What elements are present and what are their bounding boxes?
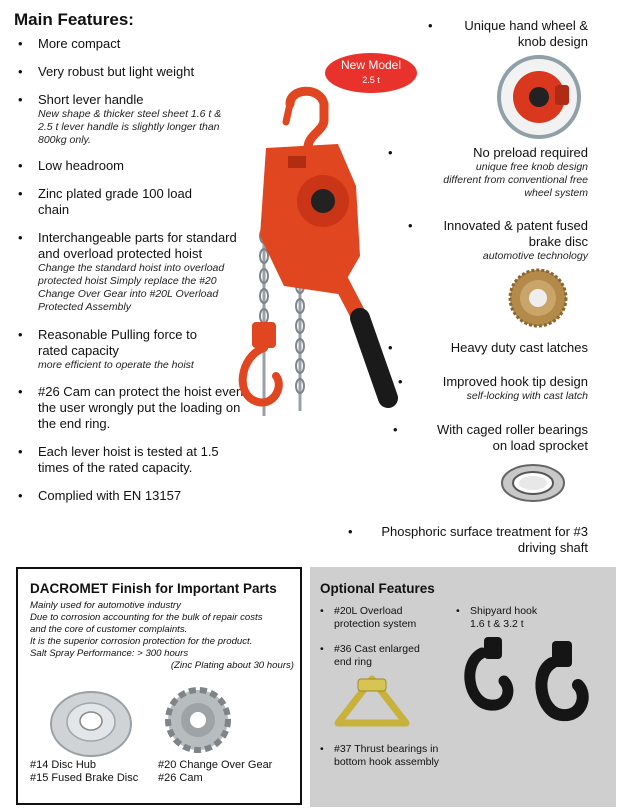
- end-ring-image: [330, 671, 414, 729]
- roller-bearing-image: [500, 462, 566, 504]
- right-feature: • Phosphoric surface treatment for #3 driving shaft: [348, 524, 588, 555]
- right-feature: • Improved hook tip design self-locking with cast latch: [398, 374, 588, 402]
- feature-item: • Each lever hoist is tested at 1.5 times of the rated capacity.: [14, 444, 239, 476]
- feature-item: • Short lever handle New shape & thicker steel sheet 1.6 t & 2.5 t lever handle is slightly longer than 800kg only.: [14, 92, 246, 147]
- brake-disc-image: [508, 268, 568, 328]
- change-over-gear-image: [158, 681, 238, 759]
- feature-item: • Very robust but light weight: [14, 64, 246, 80]
- hand-wheel-image: [497, 55, 581, 139]
- optional-features-title: Optional Features: [320, 581, 435, 596]
- feature-item: • Interchangeable parts for standard and overload protected hoist Change the standard hoist into overload protected hoist Simply replace the #20 Change Over Gear into #20L Overload Protected Assembly: [14, 230, 246, 314]
- disc-hub-image: [48, 686, 134, 758]
- shipyard-hook-image: [460, 633, 600, 729]
- feature-sub: New shape & thicker steel sheet 1.6 t & 2.5 t lever handle is slightly longer than 800kg only.: [38, 108, 222, 146]
- optional-item: • #20L Overload protection system: [320, 605, 417, 630]
- right-feature: • Unique hand wheel & knob design: [428, 18, 588, 49]
- right-feature: • Innovated & patent fused brake disc automotive technology: [408, 218, 588, 262]
- feature-item: • More compact: [14, 36, 246, 52]
- optional-features-panel: [310, 567, 616, 807]
- dacromet-title: DACROMET Finish for Important Parts: [30, 581, 277, 596]
- right-feature: • With caged roller bearings on load sprocket: [393, 422, 588, 453]
- optional-item: • #37 Thrust bearings in bottom hook assembly: [320, 743, 440, 768]
- gear-caption: #20 Change Over Gear #26 Cam: [158, 759, 273, 784]
- feature-item: • Complied with EN 13157: [14, 488, 246, 504]
- lever-hoist-image: [228, 86, 398, 431]
- dacromet-panel: [16, 567, 302, 805]
- right-feature: • No preload required unique free knob design different from conventional free wheel system: [388, 145, 588, 199]
- disc-hub-caption: #14 Disc Hub #15 Fused Brake Disc: [30, 759, 139, 784]
- dacromet-description: Mainly used for automotive industry Due to corrosion accounting for the bulk of repair costs and the core of customer complaints. It is the superior corrosion protection for the product. Salt Spray Performance: > 300 hours (Zinc Plating about 30 hours): [30, 600, 294, 671]
- right-feature: • Heavy duty cast latches: [388, 340, 588, 355]
- new-model-badge: New Model 2.5 t: [325, 53, 417, 93]
- optional-item: • #36 Cast enlarged end ring: [320, 643, 420, 668]
- feature-item: • Reasonable Pulling force to rated capacity more efficient to operate the hoist: [14, 327, 246, 372]
- feature-item: • Low headroom: [14, 158, 246, 174]
- feature-item: • Zinc plated grade 100 load chain: [14, 186, 224, 218]
- shipyard-hook-label: • Shipyard hook 1.6 t & 3.2 t: [456, 605, 538, 630]
- feature-sub: more efficient to operate the hoist: [38, 359, 194, 371]
- feature-item: • #26 Cam can protect the hoist even the user wrongly put the loading on the end ring.: [14, 384, 246, 432]
- main-features-list: [14, 36, 246, 504]
- feature-sub: Change the standard hoist into overload protected hoist Simply replace the #20 Change Over Gear into #20L Overload Protected Assembly: [38, 262, 225, 313]
- main-features-title: Main Features:: [14, 10, 134, 29]
